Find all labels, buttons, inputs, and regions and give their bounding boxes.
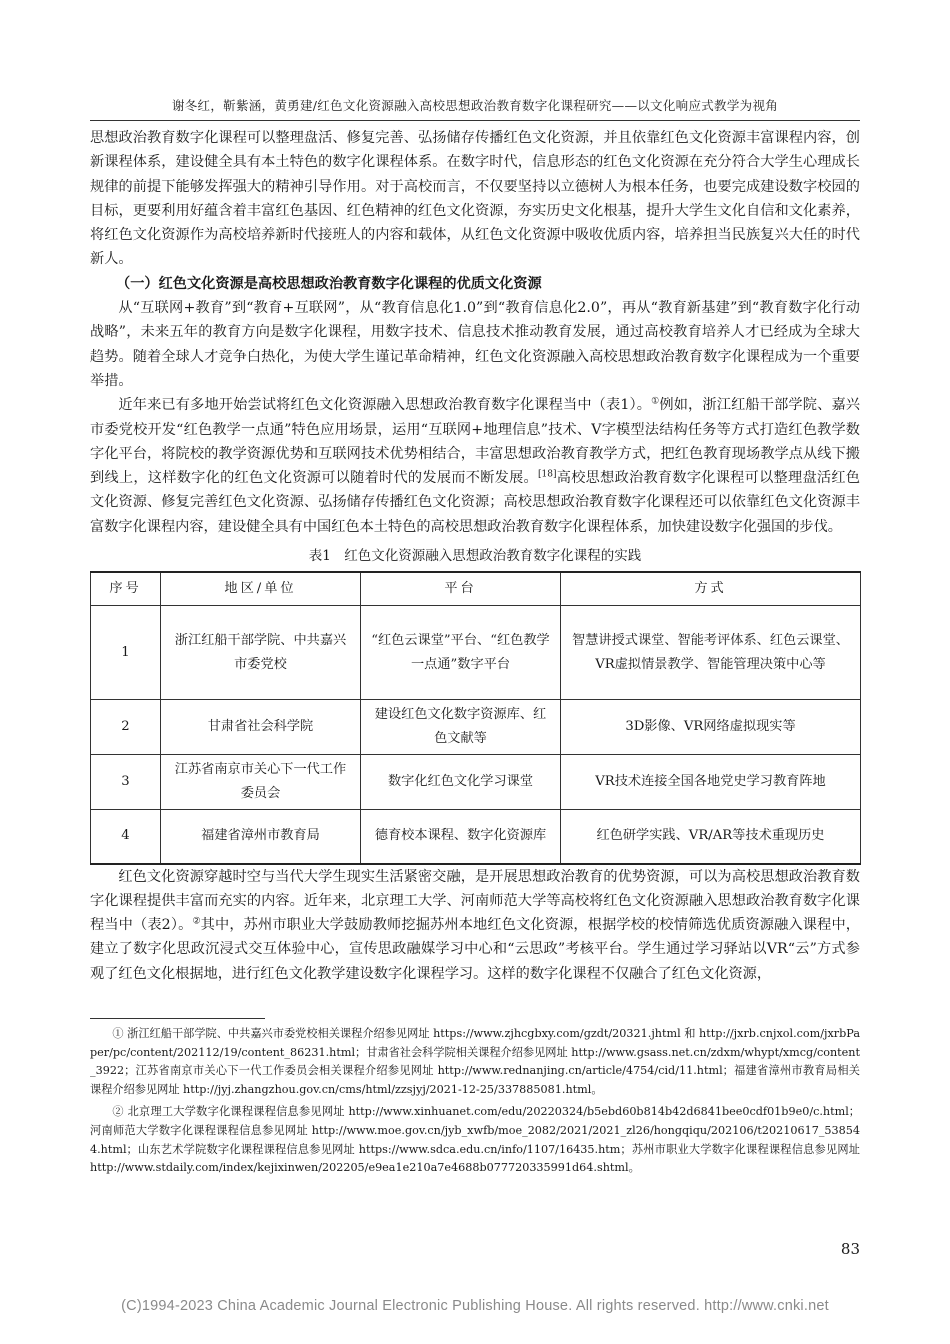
table-cell-platform: 数字化红色文化学习课堂 bbox=[361, 755, 561, 810]
table-cell-serial: 4 bbox=[91, 810, 161, 864]
table-cell-platform: “红色云课堂”平台、“红色教学一点通”数字平台 bbox=[361, 606, 561, 700]
table-cell-serial: 1 bbox=[91, 606, 161, 700]
paragraph-intro: 思想政治教育数字化课程可以整理盘活、修复完善、弘扬储存传播红色文化资源，并且依靠红色文化资源丰富课程内容，创新课程体系，建设健全具有本土特色的数字化课程体系。在数字时代，信息形态的红色文化资源在充分符合大学生心理成长规律的前提下能够发挥强大的精神引导作用。对于高校而言，不仅要坚持以立德树人为根本任务，也要完成建设数字校园的目标，更要利用好蕴含着丰富红色基因、红色精神的红色文化资源，夯实历史文化根基，提升大学生文化自信和文化素养，将红色文化资源作为高校培养新时代接班人的内容和载体，从红色文化资源中吸收优质内容，培养担当民族复兴大任的时代新人。 bbox=[90, 130, 860, 268]
paragraph-universities bbox=[90, 865, 860, 986]
table-cell-method: VR技术连接全国各地党史学习教育阵地 bbox=[561, 755, 861, 810]
table-caption: 表1 红色文化资源融入思想政治教育数字化课程的实践 bbox=[308, 548, 642, 565]
table-cell-platform: 建设红色文化数字资源库、红色文献等 bbox=[361, 700, 561, 755]
table-cell-platform: 德育校本课程、数字化资源库 bbox=[361, 810, 561, 864]
header-region: 地区/单位 bbox=[161, 572, 361, 606]
footnote-divider bbox=[90, 1018, 265, 1019]
table-cell-region: 福建省漳州市教育局 bbox=[161, 810, 361, 864]
footnote-marker-1[interactable]: ① bbox=[651, 396, 660, 407]
header-method: 方式 bbox=[561, 572, 861, 606]
paragraph-universities-part-b: 其中，苏州市职业大学鼓励教师挖掘苏州本地红色文化资源，根据学校的校情筛选优质资源融入课程中，建立了数字化思政沉浸式交互体验中心，宣传思政融媒学习中心和“云思政”考核平台。学生通过学习驿站以VR“云”方式参观了红色文化根据地，进行红色文化教学建设数字化课程学习。这样的数字化课程不仅融合了红色文化资源， bbox=[90, 917, 860, 982]
paragraph-trend: 从“互联网+教育”到“教育+互联网”，从“教育信息化1.0”到“教育信息化2.0”，再从“教育新基建”到“教育数字化行动战略”，未来五年的教育方向是数字化课程，用数字技术、信息技术推动教育发展，通过高校教育培养人才已经成为全球大趋势。随着全球人才竞争白热化，为使大学生谨记革命精神，红色文化资源融入高校思想政治教育数字化课程成为一个重要举措。 bbox=[90, 300, 860, 389]
paragraph-practice-part-c: 高校思想政治教育数字化课程可以整理盘活红色文化资源、修复完善红色文化资源、弘扬储存传播红色文化资源；高校思想政治教育数字化课程还可以依靠红色文化资源丰富数字化课程内容，建设健全具有中国红色本土特色的高校思想政治教育数字化课程体系，加快建设数字化强国的步伐。 bbox=[90, 470, 860, 535]
section-heading: （一）红色文化资源是高校思想政治教育数字化课程的优质文化资源 bbox=[116, 275, 542, 292]
table-cell-method: 3D影像、VR网络虚拟现实等 bbox=[561, 700, 861, 755]
header-serial: 序号 bbox=[91, 572, 161, 606]
paragraph-practice-part-b: 例如，浙江红船干部学院、嘉兴市委党校开发“红色教学一点通”特色应用场景，运用“互联网+地理信息”技术、V字模型法结构任务等方式打造红色教学数字化平台，将院校的教学资源优势和互联网技术优势相结合，丰富思想政治教育教学方式，把红色教育现场教学点从线下搬到线上，这样数字化的红色文化资源可以随着时代的发展而不断发展。 bbox=[90, 397, 860, 487]
table-cell-method: 智慧讲授式课堂、智能考评体系、红色云课堂、VR虚拟情景教学、智能管理决策中心等 bbox=[561, 606, 861, 700]
copyright-notice: (C)1994-2023 China Academic Journal Electronic Publishing House. All rights reserved. http://www.cnki.net bbox=[121, 1298, 829, 1314]
table-cell-region: 江苏省南京市关心下一代工作委员会 bbox=[161, 755, 361, 810]
paragraph-universities-part-a: 红色文化资源穿越时空与当代大学生现实生活紧密交融，是开展思想政治教育的优势资源，可以为高校思想政治教育数字化课程提供丰富而充实的内容。近年来，北京理工大学、河南师范大学等高校将红色文化资源融入思想政治教育数字化课程当中（表2）。 bbox=[90, 868, 860, 934]
table-cell-serial: 2 bbox=[91, 700, 161, 755]
table-row bbox=[91, 810, 861, 864]
footnote-marker-2[interactable]: ② bbox=[192, 916, 201, 927]
table-cell-serial: 3 bbox=[91, 755, 161, 810]
citation-marker-18[interactable]: [18] bbox=[538, 469, 557, 480]
table-row bbox=[91, 700, 861, 755]
table-row bbox=[91, 755, 861, 810]
article-body bbox=[90, 126, 860, 986]
page-number: 83 bbox=[840, 1240, 860, 1258]
paragraph-practice bbox=[90, 393, 860, 539]
footnotes bbox=[90, 1018, 860, 1182]
paragraph-practice-part-a: 近年来已有多地开始尝试将红色文化资源融入思想政治教育数字化课程当中（表1）。 bbox=[118, 397, 652, 414]
table-row bbox=[91, 606, 861, 700]
running-head: 谢冬红，靳紫涵，黄勇建/红色文化资源融入高校思想政治教育数字化课程研究——以文化响应式教学为视角 bbox=[171, 98, 779, 113]
table-cell-region: 甘肃省社会科学院 bbox=[161, 700, 361, 755]
table-header-row bbox=[91, 572, 861, 606]
header-divider bbox=[90, 120, 860, 121]
footnote-1: ① 浙江红船干部学院、中共嘉兴市委党校相关课程介绍参见网址 https://www.zjhcgbxy.com/gzdt/20321.jhtml 和 http://jxrb.cnjxol.com/jxrbPaper/pc/content/202112/19/content_86231.html；甘肃省社会科学院相关课程介绍参见网址 http://www.gsass.net.cn/zdxm/whypt/xmcg/content_3922；江苏省南京市关心下一代工作委员会相关课程介绍参见网址 http://www.rednanjing.cn/article/4754/cid/11.html；福建省漳州市教育局相关课程介绍参见网址 http://jyj.zhangzhou.gov.cn/cms/html/zzsjyj/2021-12-25/337885081.html。 bbox=[90, 1027, 860, 1096]
practice-table bbox=[90, 571, 861, 865]
table-cell-method: 红色研学实践、VR/AR等技术重现历史 bbox=[561, 810, 861, 864]
table-cell-region: 浙江红船干部学院、中共嘉兴市委党校 bbox=[161, 606, 361, 700]
header-platform: 平台 bbox=[361, 572, 561, 606]
footnote-2: ② 北京理工大学数字化课程课程信息参见网址 http://www.xinhuanet.com/edu/20220324/b5ebd60b814b42d6841bee0cdf01b9e0/c.html；河南师范大学数字化课程课程信息参见网址 http://www.moe.gov.cn/jyb_xwfb/moe_2082/2021/2021_zl26/hongqiqu/202106/t20210617_538544.html；山东艺术学院数字化课程课程信息参见网址 https://www.sdca.edu.cn/info/1107/16435.htm；苏州市职业大学数字化课程课程信息参见网址 http://www.stdaily.com/index/kejixinwen/202205/e9ea1e210a7e4688b077720335991d64.shtml。 bbox=[90, 1105, 860, 1175]
